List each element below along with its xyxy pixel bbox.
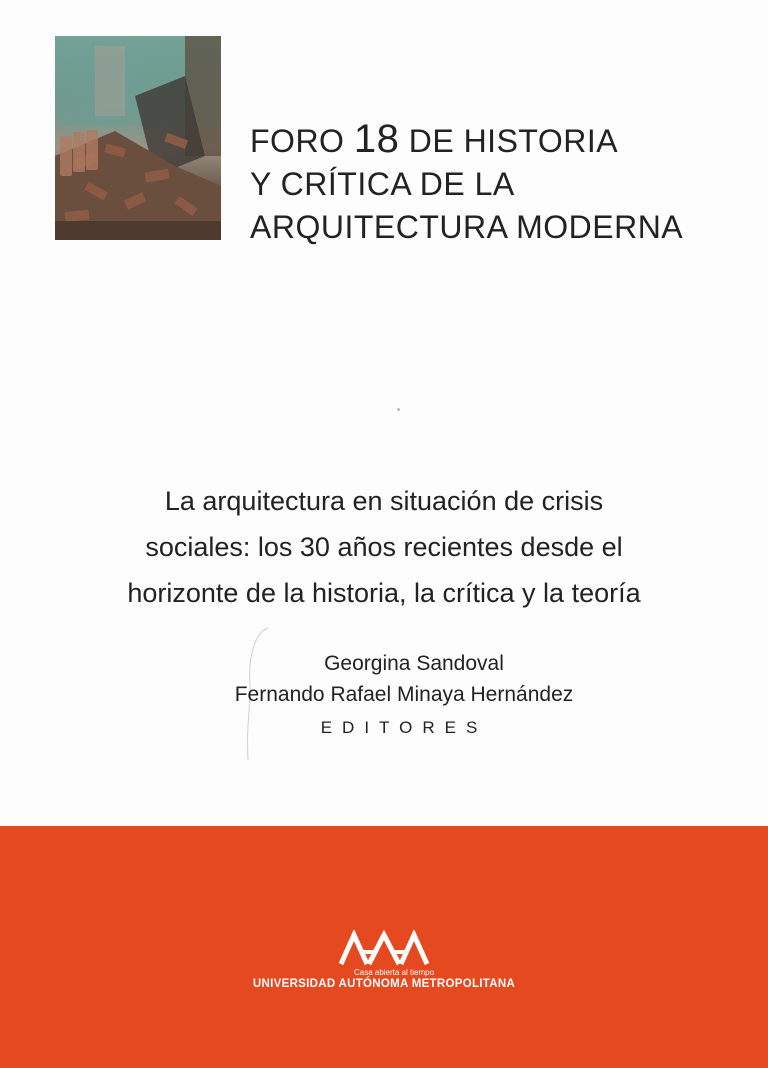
series-title [250,118,683,249]
editor-name-2: Fernando Rafael Minaya Hernández [234,683,574,706]
speck [397,408,400,411]
publisher-logo [0,930,768,990]
book-title-line-3: horizonte de la historia, la crítica y la teoría [127,578,641,608]
series-title-line-2: Y CRÍTICA DE LA [250,166,515,202]
series-title-line-1: FORO 18 DE HISTORIA [250,117,619,161]
book-title [0,478,768,616]
forum-number: 18 [353,117,400,161]
editors-block [0,648,768,743]
editor-name-1: Georgina Sandoval [324,652,504,675]
publisher-tagline: Casa abierta al tiempo [353,968,435,977]
book-title-line-1: La arquitectura en situación de crisis [164,486,604,516]
cover-photo [55,36,221,240]
uam-logo-icon [338,930,430,966]
publisher-name: UNIVERSIDAD AUTÓNOMA METROPOLITANA [252,978,516,990]
book-title-line-2: sociales: los 30 años recientes desde el [145,532,623,562]
series-title-line-3: ARQUITECTURA MODERNA [250,209,684,245]
editors-label: EDITORES [320,718,488,737]
